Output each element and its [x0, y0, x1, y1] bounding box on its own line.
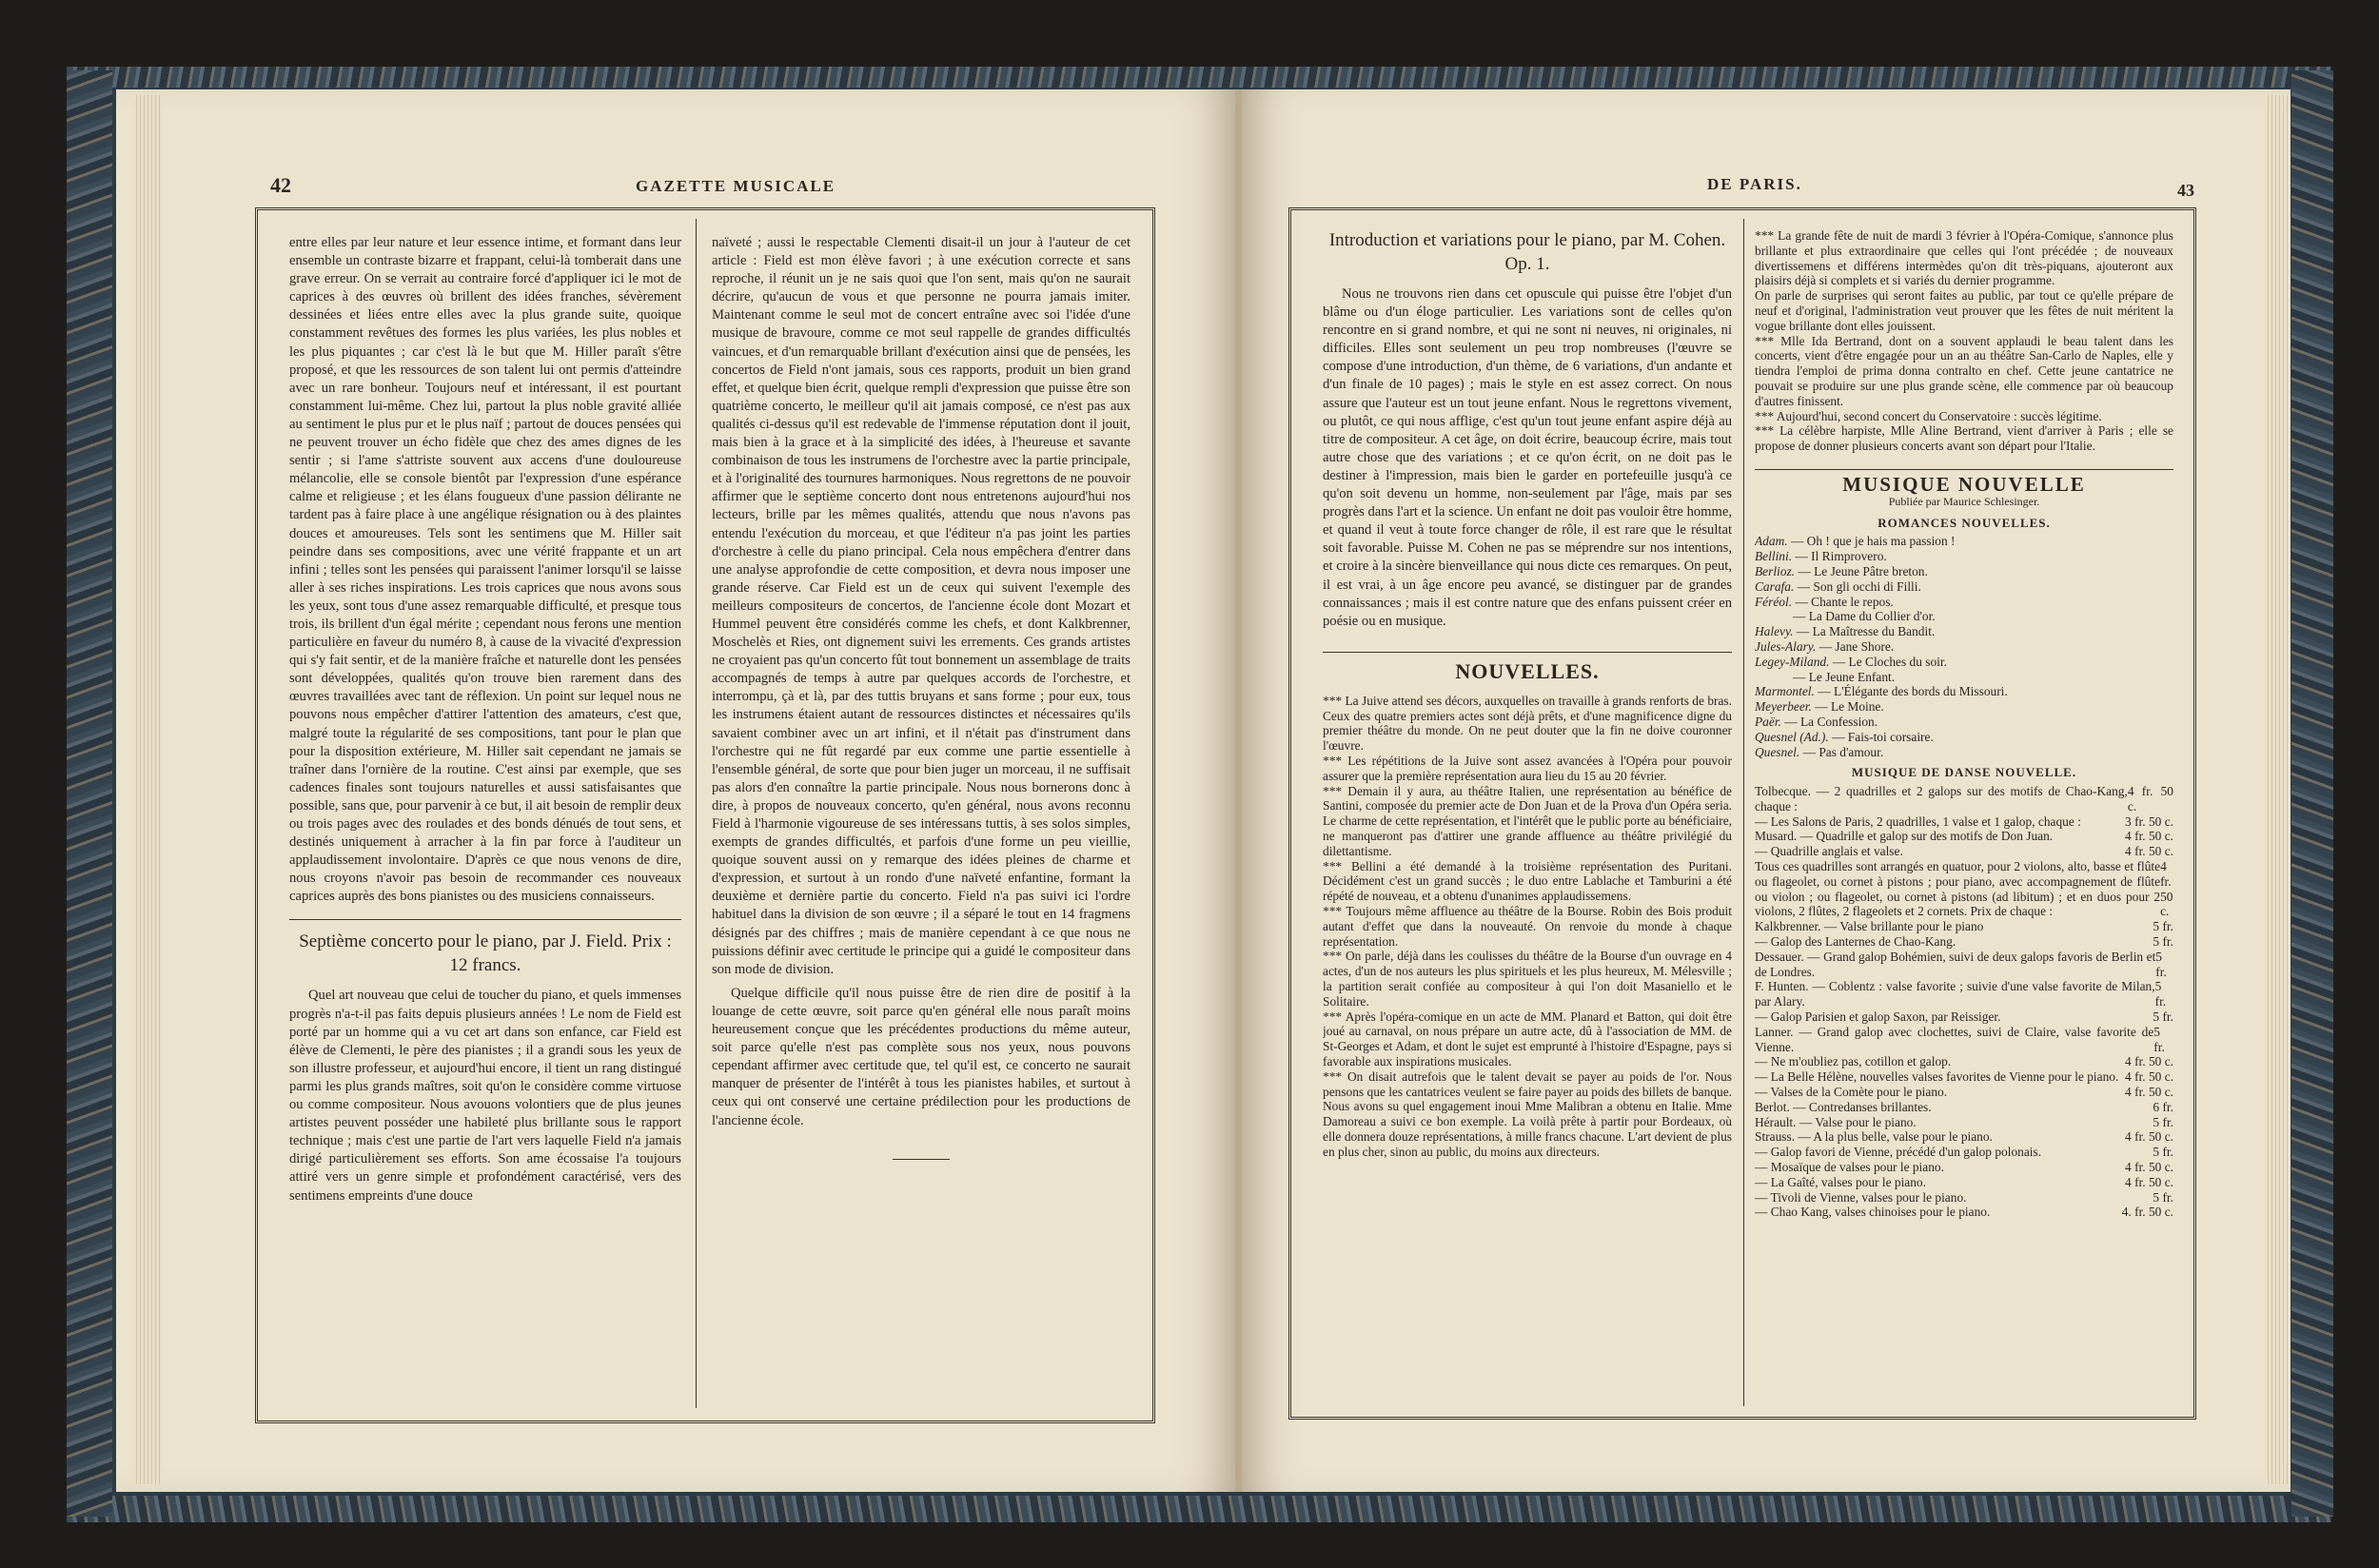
list-item: Halevy. — La Maîtresse du Bandit.	[1755, 624, 1936, 639]
article-text: naïveté ; aussi le respectable Clementi disait-il un jour à l'auteur de cet article : Field est mon élève favori ; à une exécution correcte et sans reproche, il réunit un je ne sais quoi que l'on sent, mais qu'on ne saurait décrire, qu'aucun de vous et que personne ne pourra jamais imiter. Maintenant comme le seul mot de concert entraîne avec soi l'idée d'une musique de bravoure, comme ce mot seul rappelle de grandes difficultés vaincues, et d'un remarquable brillant d'exécution ainsi que de pensées, les concertos de Field n'ont jamais, sous ces rapports, produit un bien grand effet, et quelque bien écrit, quelque rempli d'expression que puisse être son quatrième concerto, le meilleur qu'il ait jamais composé, ce n'est pas aux qualités ci-dessus qu'il est redevable de l'immense réputation dont il jouit, mais bien à la grace et à la simplicité des idées, à l'heureuse et savante combinaison de tous les instrumens de l'orchestre avec la partie principale, et à l'originalité des tournures harmoniques. Nous regrettons de ne pouvoir affirmer que le septième concerto dont nous entretenons aujourd'hui nos lecteurs, brille par les mêmes qualités, attendu que nous n'avons pas entendu l'exécution du morceau, et que l'éditeur n'a pas joint les parties d'orchestre à celle du piano principal. Cela nous empêchera d'entrer dans une analyse approfondie de cette composition, et devra nous imposer une grande réserve. Car Field est un de ceux qui suivent l'exemple des meilleurs compositeurs de concertos, de l'ancienne école dont Mozart et Hummel peuvent être considérés comme les chefs, et dont Kalkbrenner, Moschelès et Ries, ont dignement suivi les errements. Ces grands artistes ne croyaient pas qu'un concerto fût tout bonnement un assemblage de traits accompagnés de temps à autre par quelques accords de l'orchestre, et interrompu, çà et là, par des tuttis bruyans et sans forme ; pour eux, tous les instrumens étaient autant de ressources distinctes et nécessaires qu'ils savaient combiner avec un art infini, et il n'était pas d'instrument dans l'orchestre qui ne fût regardé par eux comme une partie essentielle à l'ensemble général, de sorte que pour bien juger un morceau, il ne suffisait pas alors d'en connaître la partie principale. Nous nous bornerons donc à dire, à propos de nouveaux concerto, qu'en général, nous avons reconnu Field à l'harmonie vigoureuse de ses intéressans tuttis, à ses solos simples, exempts de grandes difficultés, et parfois d'une forme un peu vieillie, quoique souvent aussi on y remarque des idées pleines de charme et d'expression, et surtout à un rondo d'une naïveté enfantine, formant la deuxième et dernière partie du concerto. Field n'a pas suivi ici l'ordre habituel dans la division de son œuvre ; il a séparé le tout en 14 fragmens désignés par des chiffres ; mais de manière cependant à ce que nous ne puissions définir avec certitude le principe qui a guidé le compositeur dans son mode de division.	[712, 235, 1131, 977]
marbled-edge-top	[67, 67, 2331, 88]
list-item: Hérault. — Valse pour le piano. 5 fr.	[1755, 1114, 2173, 1129]
list-item: Meyerbeer. — Le Moine.	[1755, 699, 1884, 715]
news-item: *** On disait autrefois que le talent devait se payer au poids de l'or. Nous pensons que les cantatrices veulent se faire payer au poids des billets de banque. Nous avons su quel engagement inoui Mme Malibran a obtenu en Italie. Mme Damoreau a suivi ce bon exemple. La voilà prête à partir pour Bordeaux, où elle donnera douze représentations, à mille francs chacune. L'art devient de plus en plus cher, sinon au public, du moins aux directeurs.	[1323, 1068, 1732, 1159]
list-item: Tous ces quadrilles sont arrangés en quatuor, pour 2 violons, alto, basse et flûte ou flageolet, ou cornet à pistons ; pour piano, avec accompagnement de flûte ou violon ; ou flageolet, ou cornet à pistons (ad libitum) ; et en duos pour 2 violons, 2 flûtes, 2 flageolets et 2 cornets. Prix de chaque : 4 fr. 50 c.	[1755, 859, 2173, 919]
news-item: *** Toujours même affluence au théâtre de la Bourse. Robin des Bois produit autant d'effet que dans la nouveauté. On renvoie du monde à chaque représentation.	[1323, 904, 1732, 949]
list-item: Bellini. — Il Rimprovero.	[1755, 549, 1887, 564]
right-page-column-1	[1323, 228, 1732, 1408]
right-page-column-2	[1755, 228, 2173, 1408]
news-item: *** Les répétitions de la Juive sont assez avancées à l'Opéra pour pouvoir assurer que la première représentation aura lieu du 15 au 20 février.	[1323, 754, 1732, 783]
list-item: — Galop favori de Vienne, précédé d'un galop polonais. 5 fr.	[1755, 1145, 2173, 1160]
section-title-cohen: Introduction et variations pour le piano, par M. Cohen. Op. 1.	[1328, 230, 1726, 274]
list-item: Marmontel. — L'Élégante des bords du Missouri.	[1755, 684, 2008, 699]
list-item: — Valses de la Comète pour le piano. 4 fr. 50 c.	[1755, 1085, 2173, 1100]
list-item: Kalkbrenner. — Valse brillante pour le piano 5 fr.	[1755, 919, 2173, 934]
article-text: Quel art nouveau que celui de toucher du piano, et quels immenses progrès n'a-t-il pas faits depuis plusieurs années ! Le nom de Field est porté par un homme qui a vu cet art dans son enfance, car Field est élève de Clementi, le père des pianistes ; il a grandi sous les yeux de son illustre professeur, et aujourd'hui encore, il tient un rang distingué parmi les plus grands maîtres, soit qu'on le considère comme virtuose ou comme compositeur. Nous avouons volontiers que de plus jeunes artistes peuvent posséder une habileté plus brillante sous le rapport technique ; mais c'est une partie de l'art vers laquelle Field n'a jamais dirigé particulièrement ses efforts. Son ame écossaise l'a toujours attiré vers un genre simple et profondément caractérisé, vers des sentimens empreints d'une douce	[289, 988, 681, 1204]
left-column-rule	[696, 219, 697, 1408]
list-item: — Chao Kang, valses chinoises pour le piano. 4. fr. 50 c.	[1755, 1205, 2173, 1220]
news-item: *** Demain il y aura, au théâtre Italien, une représentation au bénéfice de Santini, composée du premier acte de Don Juan et de la Prova d'un Opéra seria. Le charme de cette représentation, et l'intérêt que le public porte au bénéficiaire, ne manqueront pas d'attirer une grande affluence au théâtre privilégié du dilettantisme.	[1323, 783, 1732, 858]
list-item: F. Hunten. — Coblentz : valse favorite ; suivie d'une valse favorite de Milan, par Alary. 5 fr.	[1755, 979, 2167, 1009]
list-item: Jules-Alary. — Jane Shore.	[1755, 638, 1895, 654]
list-item: Quesnel. — Pas d'amour.	[1755, 744, 1884, 759]
news-item: *** On parle, déjà dans les coulisses du théâtre de la Bourse d'un ouvrage en 4 actes, d'un de nos auteurs les plus spirituels et les plus heureux, M. Mélesville ; la partition serait confiée au compositeur à qui l'on doit Masaniello et le Solitaire.	[1323, 949, 1732, 1009]
list-item: — Mosaïque de valses pour le piano. 4 fr. 50 c.	[1755, 1160, 2173, 1175]
list-item: Lanner. — Grand galop avec clochettes, suivi de Claire, valse favorite de Vienne. 5 fr.	[1755, 1024, 2165, 1054]
section-divider	[1323, 652, 1732, 653]
list-item: — Galop des Lanternes de Chao-Kang. 5 fr.	[1755, 934, 2173, 950]
news-item: *** Aujourd'hui, second concert du Conservatoire : succès légitime.	[1755, 408, 2102, 423]
list-item: — Galop Parisien et galop Saxon, par Reissiger. 5 fr.	[1755, 1009, 2173, 1025]
right-page-stack	[2265, 95, 2288, 1484]
list-item: Strauss. — A la plus belle, valse pour le piano. 4 fr. 50 c.	[1755, 1129, 2173, 1145]
list-item: Quesnel (Ad.). — Fais-toi corsaire.	[1755, 729, 1934, 744]
left-page-column-2	[712, 234, 1131, 1406]
marbled-edge-right	[2291, 70, 2333, 1517]
list-item: — La Belle Hélène, nouvelles valses favorites de Vienne pour le piano. 4 fr. 50 c.	[1755, 1069, 2173, 1085]
section-divider	[1755, 469, 2173, 470]
news-item: *** La célèbre harpiste, Mlle Aline Bertrand, vient d'arriver à Paris ; elle se propose de donner plusieurs concerts avant son départ pour l'Italie.	[1755, 423, 2173, 454]
list-item: Tolbecque. — 2 quadrilles et 2 galops sur des motifs de Chao-Kang, chaque : 4 fr. 50 c.	[1755, 784, 2173, 813]
romances-title: ROMANCES NOUVELLES.	[1878, 515, 2051, 530]
list-item: Adam. — Oh ! que je hais ma passion !	[1755, 534, 1956, 549]
left-page-header: GAZETTE MUSICALE	[636, 177, 836, 195]
left-page-stack	[133, 95, 162, 1484]
news-item: *** La grande fête de nuit de mardi 3 février à l'Opéra-Comique, s'annonce plus brillante et plus extraordinaire que celles qui l'ont précédée ; de nouveaux divertissemens et différens intermèdes qu'on dit très-piquans, ajouteront aux plaisirs déjà si complets et si variés du dernier programme.	[1755, 228, 2173, 288]
list-item: — La Dame du Collier d'or.	[1793, 609, 1936, 624]
list-item: Legey-Miland. — Le Cloches du soir.	[1755, 654, 1947, 669]
section-title-field-concerto: Septième concerto pour le piano, par J. Field. Prix : 12 francs.	[299, 931, 672, 976]
list-item: Dessauer. — Grand galop Bohémien, suivi de deux galops favoris de Berlin et de Londres. 5 fr.	[1755, 949, 2167, 979]
news-item: *** La Juive attend ses décors, auxquelles on travaille à grands renforts de bras. Ceux des quatre premiers actes sont déjà prêts, et d'une magnificence digne du premier théâtre du monde. On ne peut douter que la fin ne doive couronner l'œuvre.	[1323, 693, 1732, 754]
left-page-number: 42	[270, 173, 291, 197]
news-item: *** Mlle Ida Bertrand, dont on a souvent applaudi le beau talent dans les concerts, vient d'être engagée pour un an au théâtre San-Carlo de Naples, elle y tiendra l'emploi de prima donna contralto en chef. Cette jeune cantatrice ne pouvait se produire sur une plus grande scène, elle commence par où beaucoup d'autres finissent.	[1755, 333, 2173, 408]
list-item: Berlot. — Contredanses brillantes. 6 fr.	[1755, 1099, 2173, 1114]
list-item: — Le Jeune Enfant.	[1793, 669, 1896, 684]
list-item: Berlioz. — Le Jeune Pâtre breton.	[1755, 563, 1928, 578]
nouvelles-title: NOUVELLES.	[1455, 658, 1600, 683]
list-item: Carafa. — Son gli occhi di Filli.	[1755, 578, 1921, 594]
list-item: Musard. — Quadrille et galop sur des motifs de Don Juan. 4 fr. 50 c.	[1755, 829, 2173, 844]
list-item: — Quadrille anglais et valse. 4 fr. 50 c.	[1755, 844, 2173, 859]
list-item: — La Gaîté, valses pour le piano. 4 fr. 50 c.	[1755, 1174, 2173, 1189]
left-page-column-1	[289, 234, 681, 1406]
right-column-rule	[1743, 219, 1744, 1406]
news-item: *** Bellini a été demandé à la troisième représentation des Puritani. Décidément c'est un grand succès ; le duo entre Lablache et Tamburini a été répété de nouveau, et a obtenu d'unanimes applaudissemens.	[1323, 858, 1732, 904]
danse-title: MUSIQUE DE DANSE NOUVELLE.	[1851, 765, 2077, 780]
list-item: Féréol. — Chante le repos.	[1755, 594, 1894, 609]
danse-list	[1755, 784, 2173, 1220]
right-page-header: DE PARIS.	[1707, 175, 1802, 193]
publisher-line: Publiée par Maurice Schlesinger.	[1888, 494, 2040, 508]
list-item: Paër. — La Confession.	[1755, 714, 1878, 729]
musique-nouvelle-title: MUSIQUE NOUVELLE	[1842, 472, 2086, 496]
marbled-edge-left	[67, 70, 112, 1517]
marbled-edge-bottom	[67, 1496, 2331, 1522]
section-divider	[289, 919, 681, 920]
article-text: Quelque difficile qu'il nous puisse être de rien dire de positif à la louange de cette œuvre, soit parce qu'en général elle nous paraît moins heureusement conçue que les précédentes productions du même auteur, soit parce qu'elle n'est pas complète sous nos yeux, nous pouvons cependant affirmer avec certitude que, tel qu'il est, ce concerto ne saurait manquer de présenter de l'intérêt à tous les pianistes habiles, et surtout à ceux qui ont conservé une certaine prédilection pour les productions de l'ancienne école.	[712, 985, 1131, 1128]
news-item: *** Après l'opéra-comique en un acte de MM. Planard et Batton, qui doit être joué au carnaval, on nous prépare un autre acte, dû à l'association de MM. de St-Georges et Adam, et dont le sujet est emprunté à l'histoire d'Espagne, pays si favorable aux inspirations musicales.	[1323, 1009, 1732, 1068]
article-text: Nous ne trouvons rien dans cet opuscule qui puisse être l'objet d'un blâme ou d'un éloge particulier. Les variations sont de celles qu'on rencontre en si grand nombre, et qui ne sont ni neuves, ni originales, ni difficiles. Elles sont seulement un peu trop nombreuses (l'œuvre se compose d'une introduction, d'un thème, de 6 variations, d'un andante et d'un finale de 10 pages) ; mais le style en est assez correct. On nous assure que l'auteur est un tout jeune enfant. Nous le regrettons vivement, ou plutôt, ce qui nous afflige, c'est qu'un tout jeune enfant aspire déjà au titre de compositeur. A cet âge, on doit écrire, beaucoup écrire, mais tout autre chose que des variations ; et ce qu'on écrit, on ne doit pas le destiner à l'impression, mais bien le garder en portefeuille jusqu'à ce qu'on soit devenu un homme, non-seulement par l'âge, mais par ses progrès dans l'art et la science. Un enfant ne doit pas vouloir être homme, et quand il veut à toute force changer de rôle, il est rare que le résultat soit favorable. Puisse M. Cohen ne pas se méprendre sur nos intentions, et croire à la sincère bienveillance qui nous dicte ces remarques. On peut, il est vrai, à un âge encore peu avancé, se distinguer par de grandes connaissances ; mais il est contre nature que des enfans puissent créer en poésie ou en musique.	[1323, 286, 1732, 629]
list-item: — Les Salons de Paris, 2 quadrilles, 1 valse et 1 galop, chaque : 3 fr. 50 c.	[1755, 813, 2173, 829]
right-page-number: 43	[2177, 181, 2194, 200]
list-item: — Ne m'oubliez pas, cotillon et galop. 4 fr. 50 c.	[1755, 1054, 2173, 1069]
list-item: — Tivoli de Vienne, valses pour le piano. 5 fr.	[1755, 1189, 2173, 1205]
news-item: On parle de surprises qui seront faites au public, par tout ce qu'elle prépare de neuf et d'original, l'administration veut prouver que les fêtes de nuit méritent la vogue brillante dont elles jouissent.	[1755, 288, 2173, 333]
end-rule	[893, 1159, 950, 1160]
article-text: entre elles par leur nature et leur essence intime, et formant dans leur ensemble un contraste bizarre et frappant, celui-là tomberait dans une grave erreur. On se verrait au contraire forcé d'appliquer ici le mot de caprices à des œuvres où brillent des idées franches, sévèrement dessinées et liées entre elles avec la plus grande suite, quoique constamment revêtues des formes les plus variées, les plus nobles et les plus piquantes ; car c'est là le but que M. Hiller paraît s'être proposé, et que les ressources de son talent lui ont permis d'atteindre avec un rare bonheur. Toujours neuf et intéressant, il est pourtant constamment lui-même. Chez lui, partout la plus noble gravité alliée au sentiment le plus pur et le plus naïf ; partout de douces pensées qui ne peuvent trouver un écho fidèle que chez des ames dignes de les sentir ; si l'ame s'attriste souvent aux accens d'une douloureuse mélancolie, elle se console bientôt par l'expression d'une espérance calme et religieuse ; et les élans fougueux d'une passion délirante ne tardent pas à faire place à une angélique résignation ou à des plaintes douces et amoureuses. Tels sont les sentimens que M. Hiller sait peindre dans ses compositions, avec une vérité frappante et un art infini ; telles sont les pensées qui paraissent l'animer lorsqu'il se laisse aller à ses riches inspirations. Les trois caprices que nous avons sous les yeux, sont tous d'une assez remarquable difficulté, et presque tous trois, ils brillent d'un égal mérite ; cependant nous ferons une mention particulière en faveur du numéro 8, à cause de la vivacité d'expression qui s'y fait sentir, et de la manière fraîche et naturelle dont les pensées sont développées, qualités qu'on trouve bien rarement dans des œuvres travaillées avec tant de réflexion. Un point sur lequel nous ne pouvons nous empêcher d'attirer l'attention des amateurs, c'est que, malgré toute la régularité de ses compositions, tant pour le plan que pour la disposition extérieure, M. Hiller sait cependant ne jamais se traîner dans l'ornière de la routine. C'est ainsi par exemple, que ses cadences finales sont toujours naturelles et aussi satisfaisantes que possible, sans que, pour parvenir à ce but, il ait besoin de remplir deux ou trois pages avec des roulades et des bonds dénués de tout sens, et destinés uniquement à arracher à la fin par force à l'auditeur un applaudissement involontaire. D'après ce que nous venons de dire, nous croyons n'avoir pas besoin de recommander ces nouveaux caprices auprès des bons pianistes ou des musiciens connaisseurs.	[289, 235, 681, 905]
romances-list	[1755, 534, 2173, 759]
